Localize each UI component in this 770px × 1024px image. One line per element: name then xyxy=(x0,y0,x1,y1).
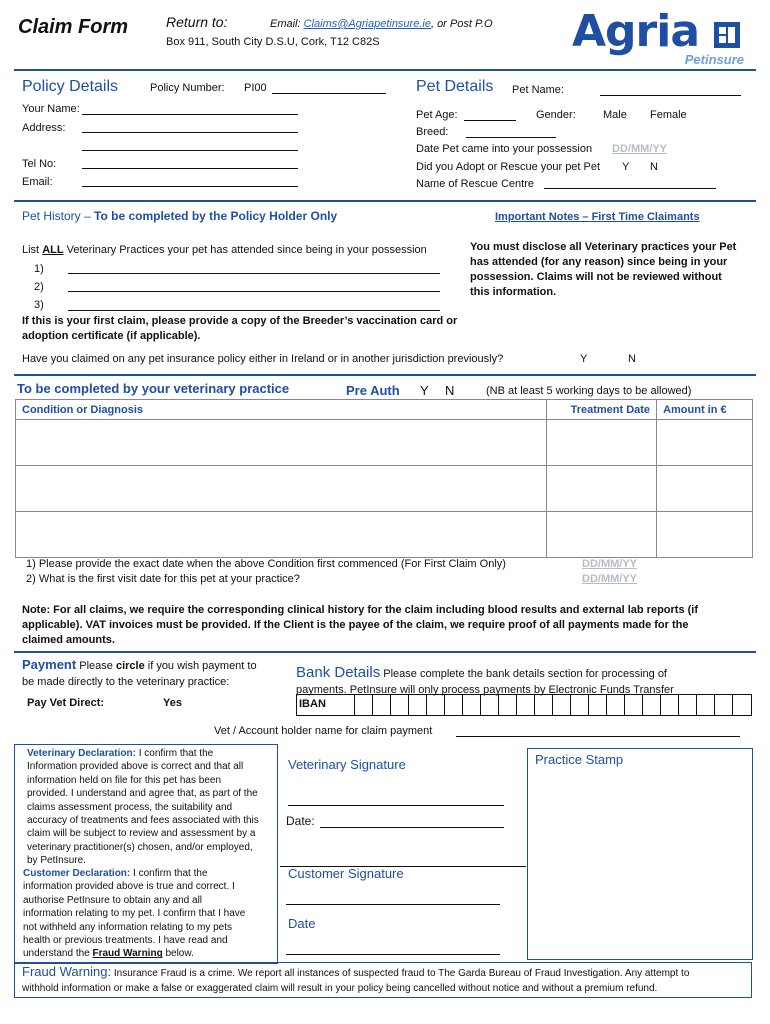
vet-declaration: Veterinary Declaration: I confirm that the Information provided above is correct and that all information held on file for this pet has been provided. I understand and agree that, as part of the claims assessment process, the suitability and accuracy of treatments and fees associated with this claim will be subject to review and assessment by a veterinary practitioner(s) chosen, and/or employed, by PetInsure. xyxy=(27,748,259,867)
pre-auth-no-option[interactable]: N xyxy=(445,383,455,398)
policy-rule xyxy=(14,200,756,202)
pet-history-heading-b: To be completed by the Policy Holder Only xyxy=(94,209,338,223)
history-rule xyxy=(14,374,756,376)
practice-field-2[interactable] xyxy=(68,291,440,292)
list-practices-text: List ALL Veterinary Practices your pet has attended since being in your possession xyxy=(22,244,427,256)
condition-table-header xyxy=(16,400,753,420)
breed-label: Breed: xyxy=(416,126,449,138)
email-label: Email: xyxy=(22,176,53,188)
fraud-warning-heading: Fraud Warning: xyxy=(22,964,112,979)
logo-mark-icon xyxy=(714,22,740,48)
condition-commenced-date-field[interactable]: DD/MM/YY xyxy=(582,558,637,570)
payment-text: Payment Please circle if you wish payment to be made directly to the veterinary practice: xyxy=(22,657,257,688)
iban-field[interactable] xyxy=(296,694,752,716)
agria-logo xyxy=(566,6,756,70)
claimed-no-option[interactable]: N xyxy=(628,353,636,365)
pet-age-label: Pet Age: xyxy=(416,109,458,121)
vet-section-heading: To be completed by your veterinary practice xyxy=(17,381,290,396)
customer-declaration-title: Customer Declaration: xyxy=(23,868,131,879)
policy-number-value: PI00 xyxy=(244,82,267,94)
practice-number-1: 1) xyxy=(34,263,44,275)
pay-vet-direct-label: Pay Vet Direct: xyxy=(27,697,105,709)
claimed-yes-option[interactable]: Y xyxy=(580,353,588,365)
address-field-2[interactable] xyxy=(82,150,298,151)
pet-name-label: Pet Name: xyxy=(512,84,564,96)
table-row xyxy=(16,466,753,512)
policy-details-heading: Policy Details xyxy=(22,78,119,95)
vet-rule xyxy=(14,651,756,653)
vet-date-field[interactable] xyxy=(320,827,504,828)
email-prefix: Email: xyxy=(270,18,301,30)
customer-declaration: Customer Declaration: I confirm that the information provided above is true and correct. I authorise PetInsure to obtain any and all information relating to my pet. I confirm that I have not withheld any information relating to my pets health or previous treatments. I have read and understand the Fraud Warning below. xyxy=(23,868,246,960)
pet-name-field[interactable] xyxy=(600,95,741,96)
pet-history-heading xyxy=(22,209,337,223)
condition-cell[interactable] xyxy=(16,420,547,466)
condition-table xyxy=(15,399,753,558)
amount-cell[interactable] xyxy=(657,512,753,558)
form-title: Claim Form xyxy=(18,16,129,38)
rescue-centre-label: Name of Rescue Centre xyxy=(416,178,534,190)
adopt-yes-option[interactable]: Y xyxy=(622,161,630,173)
condition-commenced-question: 1) Please provide the exact date when the above Condition first commenced (For First Claim Only) xyxy=(26,558,506,570)
first-claim-note-1: If this is your first claim, please provide a copy of the Breeder’s vaccination card or xyxy=(22,315,458,327)
email-suffix: , or Post P.O xyxy=(430,18,493,30)
clinical-history-note: Note: For all claims, we require the corresponding clinical history for the claim including blood results and external lab reports (if applicable). VAT invoices must be provided. If the Client is the payee of the claim, we require proof of all payments made for the claimed amounts. xyxy=(22,604,699,646)
bank-details-text: Bank Details Please complete the bank details section for processing of xyxy=(296,664,667,681)
vet-declaration-title: Veterinary Declaration: xyxy=(27,748,136,759)
policy-number-field[interactable] xyxy=(272,93,386,94)
condition-cell[interactable] xyxy=(16,466,547,512)
important-notes-text: You must disclose all Veterinary practices your Pet has attended (for any reason) since being in your possession. Claims will not be reviewed without this information. xyxy=(470,241,737,298)
vet-date-label: Date: xyxy=(286,814,315,828)
date-cell[interactable] xyxy=(547,420,657,466)
breed-field[interactable] xyxy=(466,137,556,138)
first-claim-note-2: adoption certificate (if applicable). xyxy=(22,330,201,342)
policy-number-label: Policy Number: xyxy=(150,82,225,94)
header-rule xyxy=(14,69,756,71)
iban-label: IBAN xyxy=(297,695,355,715)
date-cell[interactable] xyxy=(547,466,657,512)
pre-auth-yes-option[interactable]: Y xyxy=(420,383,429,398)
amount-cell[interactable] xyxy=(657,420,753,466)
practice-field-3[interactable] xyxy=(68,310,440,311)
payment-heading: Payment xyxy=(22,657,77,672)
account-holder-field[interactable] xyxy=(456,736,740,737)
return-to-label: Return to: xyxy=(166,14,228,30)
possession-date-label: Date Pet came into your possession xyxy=(416,143,593,155)
bank-details-text-2: payments. PetInsure will only process payments by Electronic Funds Transfer xyxy=(296,684,674,696)
date-cell[interactable] xyxy=(547,512,657,558)
your-name-field[interactable] xyxy=(82,114,298,115)
customer-signature-field[interactable] xyxy=(286,904,500,905)
fraud-warning-text-2: withhold information or make a false or exaggerated claim will result in your policy being cancelled without notice and without a premium refund. xyxy=(22,983,658,994)
pre-auth-nb: (NB at least 5 working days to be allowed) xyxy=(486,385,692,397)
gender-label: Gender: xyxy=(536,109,576,121)
return-email-line xyxy=(270,18,493,30)
address-field-1[interactable] xyxy=(82,132,298,133)
practice-stamp-label: Practice Stamp xyxy=(535,752,624,767)
possession-date-field[interactable]: DD/MM/YY xyxy=(612,143,667,155)
fraud-warning-text: Fraud Warning: Insurance Fraud is a crime. We report all instances of suspected fraud to The Garda Bureau of Fraud Investigation. Any attempt to xyxy=(22,964,690,979)
practice-stamp-box[interactable] xyxy=(527,748,753,960)
vet-signature-field[interactable] xyxy=(288,805,504,806)
amount-cell[interactable] xyxy=(657,466,753,512)
return-address: Box 911, South City D.S.U, Cork, T12 C82S xyxy=(166,36,380,48)
rescue-centre-field[interactable] xyxy=(544,188,716,189)
first-visit-date-field[interactable]: DD/MM/YY xyxy=(582,573,637,585)
logo-subtitle: Petinsure xyxy=(684,52,744,67)
account-holder-label: Vet / Account holder name for claim payment xyxy=(214,725,433,737)
claims-email-link[interactable]: Claims@Agriapetinsure.ie xyxy=(303,18,431,30)
table-row xyxy=(16,420,753,466)
vet-signature-label: Veterinary Signature xyxy=(288,757,406,772)
adopt-no-option[interactable]: N xyxy=(650,161,658,173)
table-row xyxy=(16,512,753,558)
email-field[interactable] xyxy=(82,186,298,187)
pre-auth-label: Pre Auth xyxy=(346,383,400,398)
col-treatment-date-header: Treatment Date xyxy=(547,400,657,420)
customer-signature-label: Customer Signature xyxy=(288,866,404,881)
customer-date-label: Date xyxy=(288,916,316,931)
customer-date-field[interactable] xyxy=(286,954,500,955)
address-label: Address: xyxy=(22,122,66,134)
important-notes-heading: Important Notes – First Time Claimants xyxy=(495,211,700,223)
pet-age-field[interactable] xyxy=(464,120,516,121)
practice-field-1[interactable] xyxy=(68,273,440,274)
first-visit-question: 2) What is the first visit date for this pet at your practice? xyxy=(26,573,300,585)
condition-cell[interactable] xyxy=(16,512,547,558)
pet-details-heading: Pet Details xyxy=(416,78,494,95)
pay-vet-direct-yes[interactable]: Yes xyxy=(163,697,182,709)
practice-number-2: 2) xyxy=(34,281,44,293)
pet-history-heading-a: Pet History – xyxy=(22,209,95,223)
your-name-label: Your Name: xyxy=(22,103,80,115)
claimed-previously-question: Have you claimed on any pet insurance policy either in Ireland or in another jurisdiction previously? xyxy=(22,353,504,365)
logo-wordmark: Agria xyxy=(572,6,700,57)
tel-field[interactable] xyxy=(82,168,298,169)
adopt-rescue-label: Did you Adopt or Rescue your pet Pet xyxy=(416,161,601,173)
bank-details-heading: Bank Details xyxy=(296,664,381,681)
col-amount-header: Amount in € xyxy=(657,400,753,420)
gender-female-option[interactable]: Female xyxy=(650,109,687,121)
tel-label: Tel No: xyxy=(22,158,57,170)
practice-number-3: 3) xyxy=(34,299,44,311)
col-condition-header: Condition or Diagnosis xyxy=(16,400,547,420)
gender-male-option[interactable]: Male xyxy=(603,109,627,121)
